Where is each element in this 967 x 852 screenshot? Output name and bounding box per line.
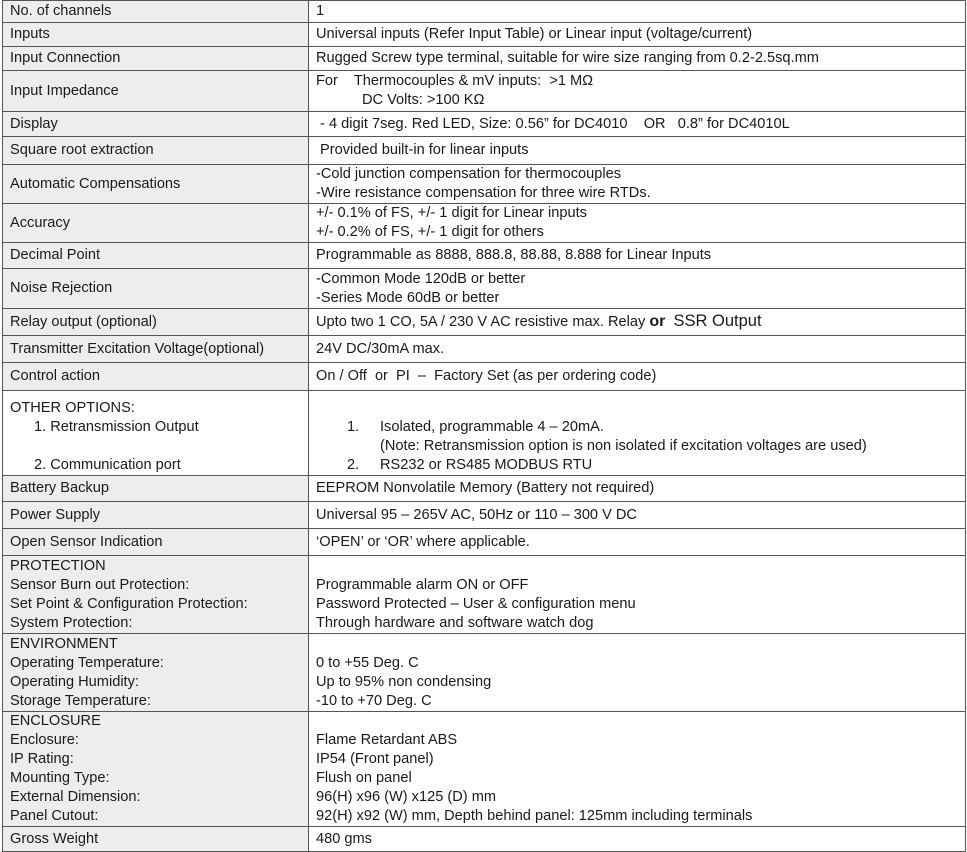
table-row bbox=[3, 165, 966, 204]
table-row bbox=[3, 363, 966, 391]
item-label: Mounting Type: bbox=[10, 770, 110, 786]
section-heading: PROTECTION bbox=[10, 557, 106, 574]
item-value: 96(H) x96 (W) x125 (D) mm bbox=[316, 789, 497, 805]
value-text: Isolated, programmable 4 – 20mA. bbox=[380, 419, 604, 435]
item-value: 92(H) x92 (W) mm, Depth behind panel: 125mm including terminals bbox=[316, 808, 753, 824]
row-label: Battery Backup bbox=[3, 476, 309, 502]
table-row bbox=[3, 712, 966, 827]
item-label: Set Point & Configuration Protection: bbox=[10, 595, 248, 612]
item-value: Up to 95% non condensing bbox=[316, 673, 492, 690]
item-label: Enclosure: bbox=[10, 732, 79, 748]
row-value bbox=[309, 634, 966, 712]
row-label: No. of channels bbox=[3, 1, 309, 23]
item-value: Through hardware and software watch dog bbox=[316, 614, 594, 631]
option-value bbox=[316, 418, 965, 437]
row-label: Automatic Compensations bbox=[3, 165, 309, 204]
table-row bbox=[3, 309, 966, 336]
table-row bbox=[3, 243, 966, 269]
row-value: ‘OPEN’ or ‘OR’ where applicable. bbox=[309, 529, 966, 556]
option-value bbox=[316, 456, 965, 475]
value-line: DC Volts: >100 KΩ bbox=[362, 92, 485, 108]
row-label: Relay output (optional) bbox=[3, 309, 309, 336]
item-label: External Dimension: bbox=[10, 789, 141, 805]
row-value: Universal inputs (Refer Input Table) or Linear input (voltage/current) bbox=[309, 23, 966, 47]
row-label: Power Supply bbox=[3, 502, 309, 529]
row-value: - 4 digit 7seg. Red LED, Size: 0.56” for DC4010 OR 0.8” for DC4010L bbox=[309, 112, 966, 137]
table-row bbox=[3, 556, 966, 634]
table-row bbox=[3, 502, 966, 529]
item-label: Operating Temperature: bbox=[10, 654, 164, 671]
option-note: (Note: Retransmission option is non isolated if excitation voltages are used) bbox=[380, 438, 867, 454]
table-row bbox=[3, 137, 966, 165]
row-value bbox=[309, 556, 966, 634]
item-value: Flame Retardant ABS bbox=[316, 732, 458, 748]
spacer bbox=[316, 635, 965, 654]
row-value: On / Off or PI – Factory Set (as per ordering code) bbox=[309, 363, 966, 391]
row-label bbox=[3, 391, 309, 476]
row-label: Inputs bbox=[3, 23, 309, 47]
row-label: Decimal Point bbox=[3, 243, 309, 269]
item-label: Storage Temperature: bbox=[10, 692, 151, 709]
option-label: 1. Retransmission Output bbox=[34, 419, 199, 435]
item-label: Panel Cutout: bbox=[10, 808, 99, 824]
specification-table bbox=[2, 0, 966, 852]
row-value: 1 bbox=[309, 1, 966, 23]
item-value: 0 to +55 Deg. C bbox=[316, 654, 419, 671]
row-label bbox=[3, 556, 309, 634]
table-row bbox=[3, 529, 966, 556]
item-value: Password Protected – User & configuration menu bbox=[316, 595, 636, 612]
row-label: Accuracy bbox=[3, 204, 309, 243]
row-value bbox=[309, 391, 966, 476]
row-value: Universal 95 – 265V AC, 50Hz or 110 – 300 V DC bbox=[309, 502, 966, 529]
row-label: Open Sensor Indication bbox=[3, 529, 309, 556]
value-or: or bbox=[649, 313, 666, 330]
row-label: Noise Rejection bbox=[3, 269, 309, 309]
table-row bbox=[3, 47, 966, 71]
row-value: 480 gms bbox=[309, 827, 966, 852]
row-value bbox=[309, 269, 966, 309]
spacer bbox=[10, 437, 308, 456]
row-value bbox=[309, 712, 966, 827]
value-text: RS232 or RS485 MODBUS RTU bbox=[380, 457, 593, 473]
section-heading: ENVIRONMENT bbox=[10, 635, 118, 652]
table-row bbox=[3, 391, 966, 476]
value-line: -Cold junction compensation for thermocouples bbox=[316, 166, 622, 182]
table-row bbox=[3, 634, 966, 712]
table-row bbox=[3, 23, 966, 47]
table-row bbox=[3, 204, 966, 243]
row-label: Transmitter Excitation Voltage(optional) bbox=[3, 336, 309, 363]
row-label: Input Connection bbox=[3, 47, 309, 71]
row-label: Gross Weight bbox=[3, 827, 309, 852]
value-line: For Thermocouples & mV inputs: >1 MΩ bbox=[316, 73, 594, 89]
row-label: Control action bbox=[3, 363, 309, 391]
row-label: Square root extraction bbox=[3, 137, 309, 165]
table-row bbox=[3, 112, 966, 137]
value-line: +/- 0.2% of FS, +/- 1 digit for others bbox=[316, 224, 544, 240]
row-label: Display bbox=[3, 112, 309, 137]
section-heading: OTHER OPTIONS: bbox=[10, 400, 135, 416]
row-value: Provided built-in for linear inputs bbox=[309, 137, 966, 165]
row-value: EEPROM Nonvolatile Memory (Battery not required) bbox=[309, 476, 966, 502]
value-line: -Common Mode 120dB or better bbox=[316, 270, 526, 287]
item-value: Programmable alarm ON or OFF bbox=[316, 576, 529, 593]
row-value: Rugged Screw type terminal, suitable for wire size ranging from 0.2-2.5sq.mm bbox=[309, 47, 966, 71]
spacer bbox=[316, 557, 965, 576]
spacer bbox=[316, 712, 965, 731]
value-line: -Wire resistance compensation for three wire RTDs. bbox=[316, 185, 651, 201]
table-row bbox=[3, 827, 966, 852]
item-label: IP Rating: bbox=[10, 751, 74, 767]
item-value: IP54 (Front panel) bbox=[316, 751, 434, 767]
table-row bbox=[3, 1, 966, 23]
option-label: 2. Communication port bbox=[34, 457, 181, 473]
list-number: 2. bbox=[347, 457, 360, 473]
table-row bbox=[3, 269, 966, 309]
value-line: +/- 0.1% of FS, +/- 1 digit for Linear inputs bbox=[316, 205, 587, 221]
row-value bbox=[309, 165, 966, 204]
row-label: Input Impedance bbox=[3, 71, 309, 112]
item-label: Operating Humidity: bbox=[10, 673, 139, 690]
item-label: Sensor Burn out Protection: bbox=[10, 576, 190, 593]
row-label bbox=[3, 634, 309, 712]
value-text: Upto two 1 CO, 5A / 230 V AC resistive max. Relay bbox=[316, 314, 650, 330]
table-row bbox=[3, 336, 966, 363]
row-value bbox=[309, 309, 966, 336]
item-label: System Protection: bbox=[10, 614, 133, 631]
row-value bbox=[309, 71, 966, 112]
section-heading: ENCLOSURE bbox=[10, 713, 101, 729]
item-value: -10 to +70 Deg. C bbox=[316, 692, 432, 709]
table-row bbox=[3, 476, 966, 502]
row-value: Programmable as 8888, 888.8, 88.88, 8.888 for Linear Inputs bbox=[309, 243, 966, 269]
row-label bbox=[3, 712, 309, 827]
list-number: 1. bbox=[347, 419, 360, 435]
table-row bbox=[3, 71, 966, 112]
item-value: Flush on panel bbox=[316, 770, 412, 786]
row-value bbox=[309, 204, 966, 243]
row-value: 24V DC/30mA max. bbox=[309, 336, 966, 363]
value-line: -Series Mode 60dB or better bbox=[316, 289, 500, 306]
value-text: SSR Output bbox=[673, 312, 762, 330]
